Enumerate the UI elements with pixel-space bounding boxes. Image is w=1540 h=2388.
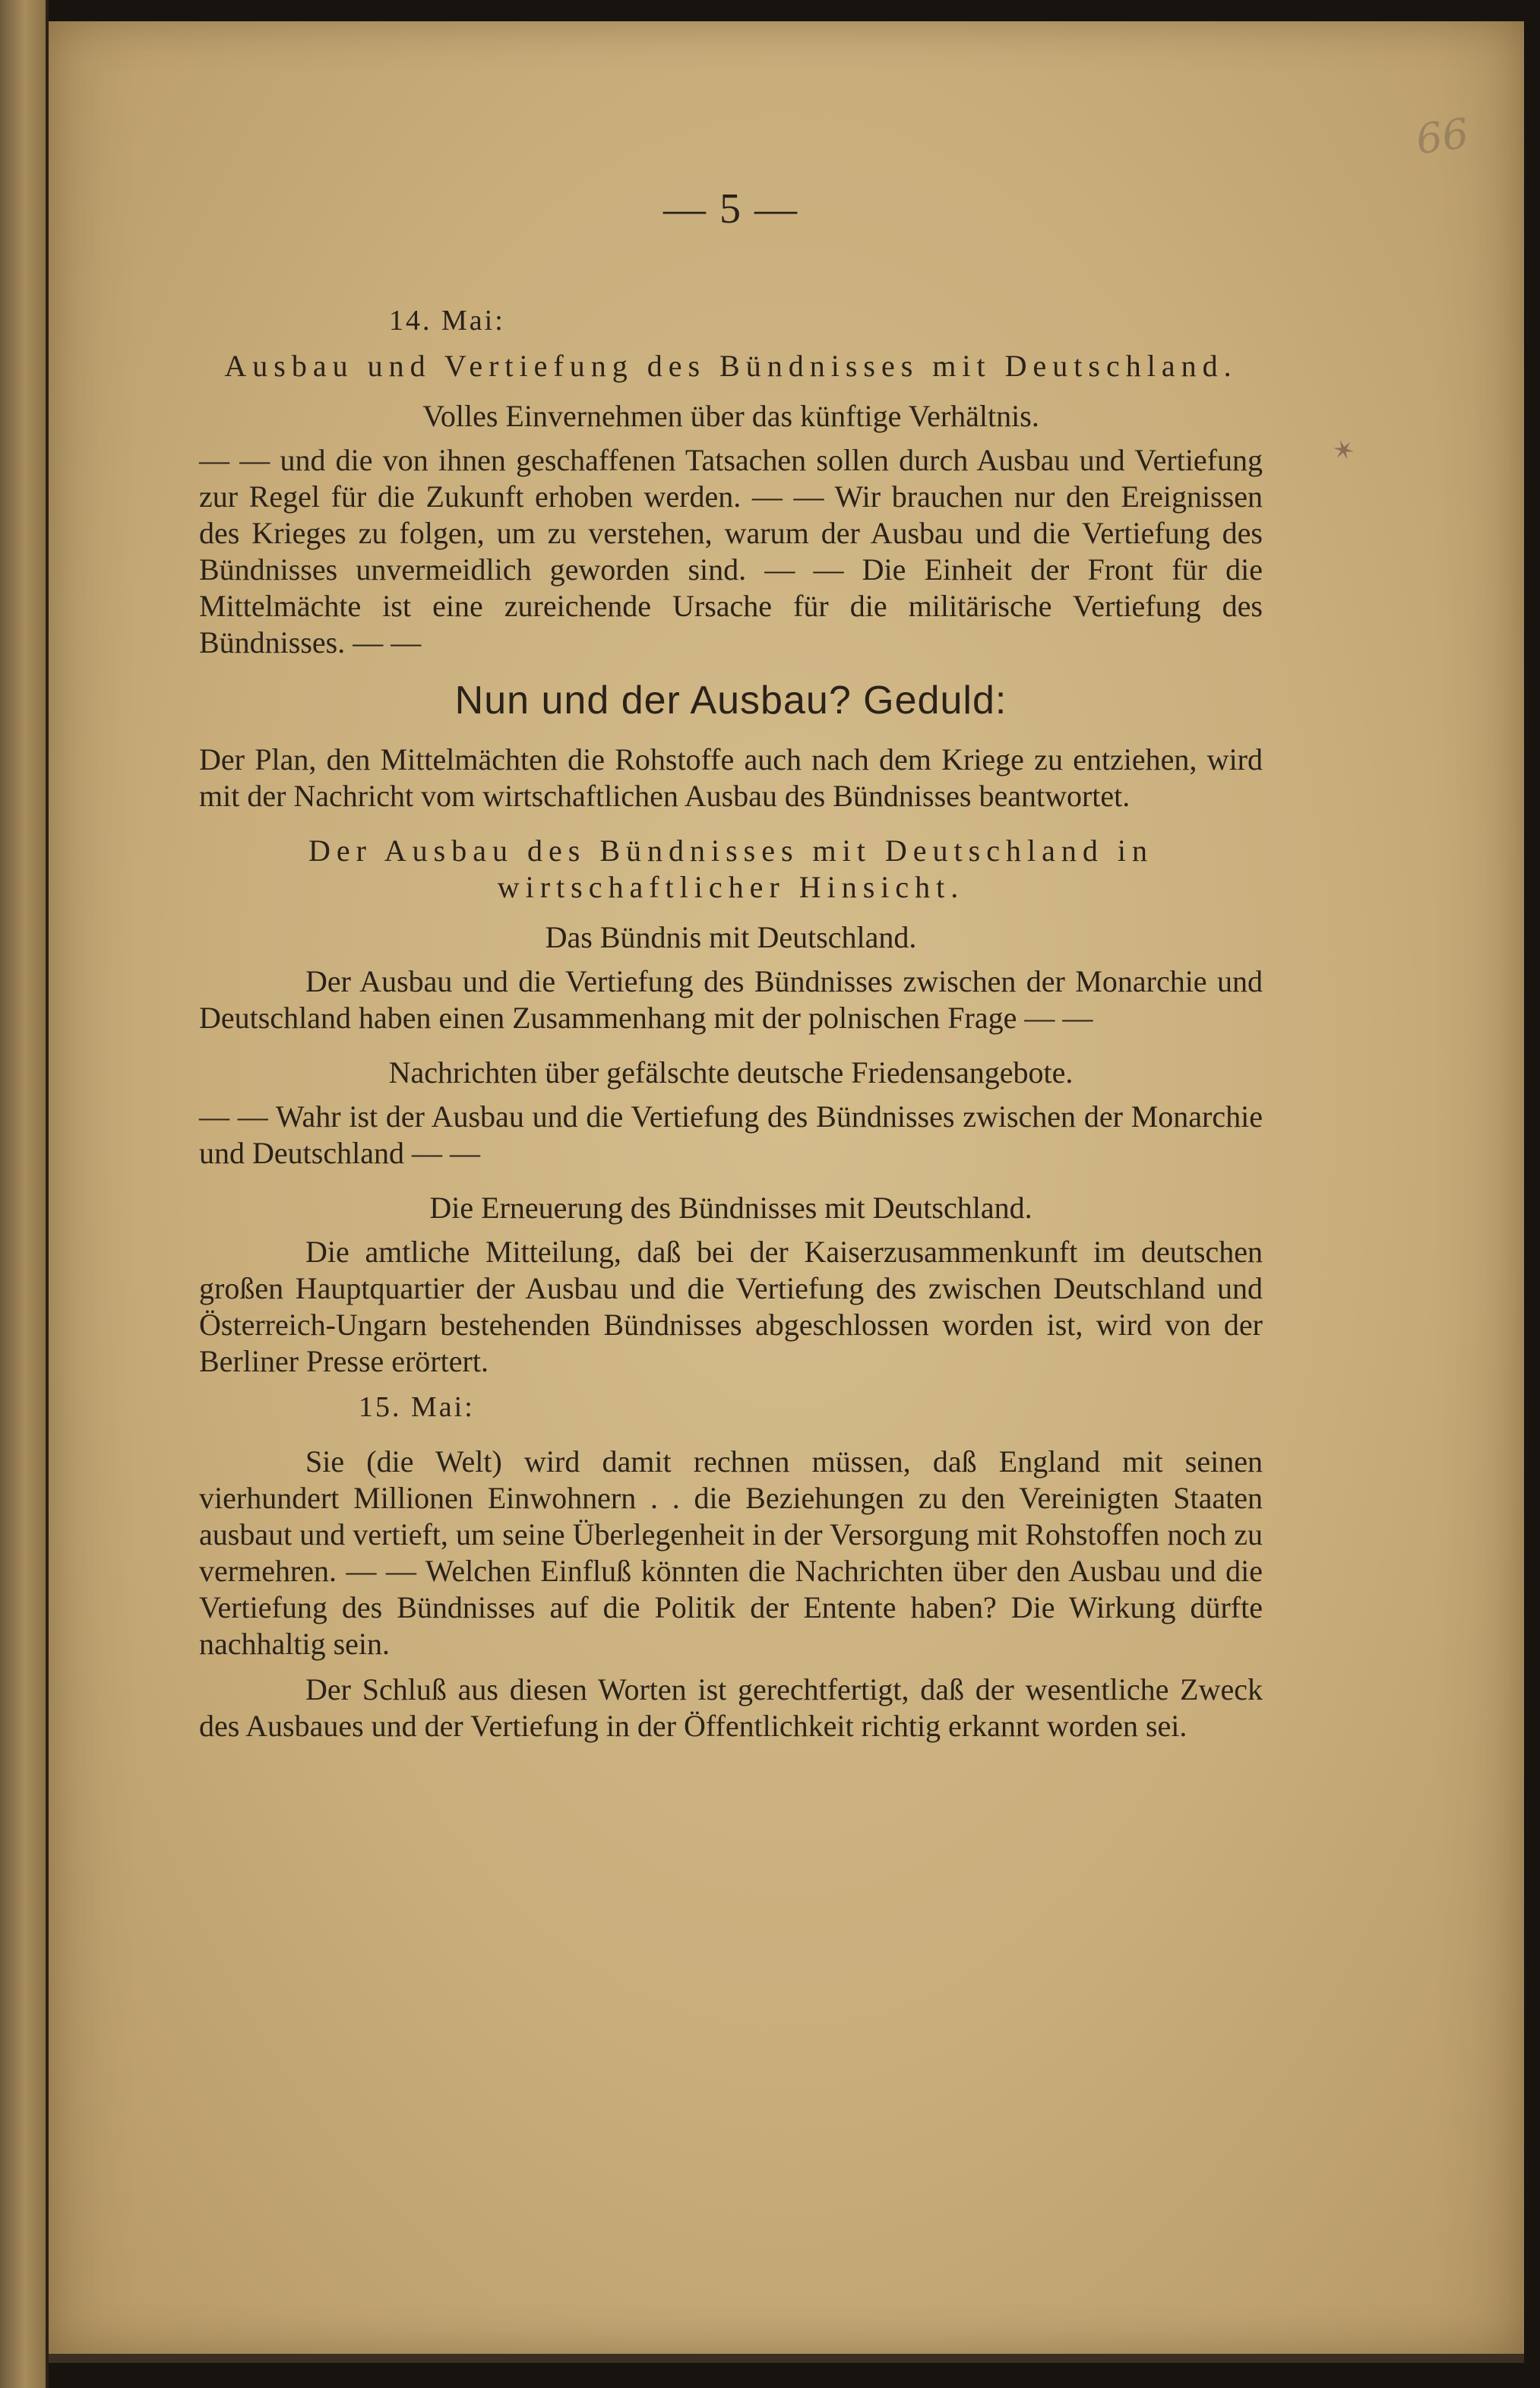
- headline-nun-und-der-ausbau: Nun und der Ausbau? Geduld:: [454, 678, 1007, 723]
- headline-wirtschaftlicher-hinsicht: Der Ausbau des Bündnisses mit Deutschland in wirtschaftlicher Hinsicht.: [308, 833, 1153, 904]
- page-number: — 5 —: [663, 185, 798, 232]
- paragraph-england: Sie (die Welt) wird damit rechnen müssen, daß England mit seinen vierhundert Millionen Einwohnern . . die Beziehungen zu den Vereinigten Staaten ausbaut und vertieft, um seine Überlegenheit in der Versorgung mit Rohstoffen noch zu vermehren. — — Welchen Einfluß könnten die Nachrichten über den Ausbau und die Vertiefung des Bündnisses auf die Politik der Entente haben? Die Wirkung dürfte nachhaltig sein.: [199, 1444, 1263, 1661]
- pencil-annotation: 66: [1412, 109, 1472, 164]
- date-heading-may-15: 15. Mai:: [359, 1391, 475, 1423]
- left-page-edge: [0, 0, 46, 2388]
- subheadline-einvernehmen: Volles Einvernehmen über das künftige Verhältnis.: [422, 399, 1039, 433]
- ink-spot-icon: ✶: [1327, 432, 1361, 470]
- paragraph-rohstoffe: Der Plan, den Mittelmächten die Rohstoffe auch nach dem Kriege zu entziehen, wird mit der Nachricht vom wirtschaftlichen Ausbau des Bündnisses beantwortet.: [199, 742, 1263, 813]
- paragraph-tatsachen: — — und die von ihnen geschaffenen Tatsachen sollen durch Ausbau und Vertiefung zur Regel für die Zukunft erhoben werden. — — Wir brauchen nur den Ereignissen des Krieges zu folgen, um zu verstehen, warum der Ausbau und die Vertiefung des Bündnisses unvermeidlich geworden sind. — — Die Einheit der Front für die Mittelmächte ist eine zureichende Ursache für die militärische Vertiefung des Bündnisses. — —: [199, 443, 1263, 659]
- headline-ausbau-vertiefung: Ausbau und Vertiefung des Bündnisses mit Deutschland.: [224, 349, 1238, 383]
- date-heading-may-14: 14. Mai:: [389, 305, 505, 337]
- title-friedensangebote: Nachrichten über gefälschte deutsche Friedensangebote.: [388, 1055, 1074, 1090]
- paragraph-polnische-frage: Der Ausbau und die Vertiefung des Bündnisses zwischen der Monarchie und Deutschland haben einen Zusammenhang mit der polnischen Frage — —: [199, 964, 1263, 1035]
- title-erneuerung: Die Erneuerung des Bündnisses mit Deutschland.: [429, 1191, 1032, 1225]
- paragraph-schluss: Der Schluß aus diesen Worten ist gerechtfertigt, daß der wesentliche Zweck des Ausbaues und der Vertiefung in der Öffentlichkeit richtig erkannt worden sei.: [199, 1672, 1263, 1743]
- page-text: [199, 182, 1263, 1754]
- page-bottom-edge: [49, 2354, 1524, 2363]
- paragraph-wahr-ist: — — Wahr ist der Ausbau und die Vertiefung des Bündnisses zwischen der Monarchie und Deutschland — —: [199, 1099, 1263, 1170]
- title-buendnis-mit-deutschland: Das Bündnis mit Deutschland.: [545, 920, 917, 954]
- paragraph-amtliche-mitteilung: Die amtliche Mitteilung, daß bei der Kaiserzusammenkunft im deutschen großen Hauptquartier der Ausbau und die Vertiefung des zwischen Deutschland und Österreich-Ungarn bestehenden Bündnisses abgeschlossen worden ist, wird von der Berliner Presse erörtert.: [199, 1235, 1263, 1378]
